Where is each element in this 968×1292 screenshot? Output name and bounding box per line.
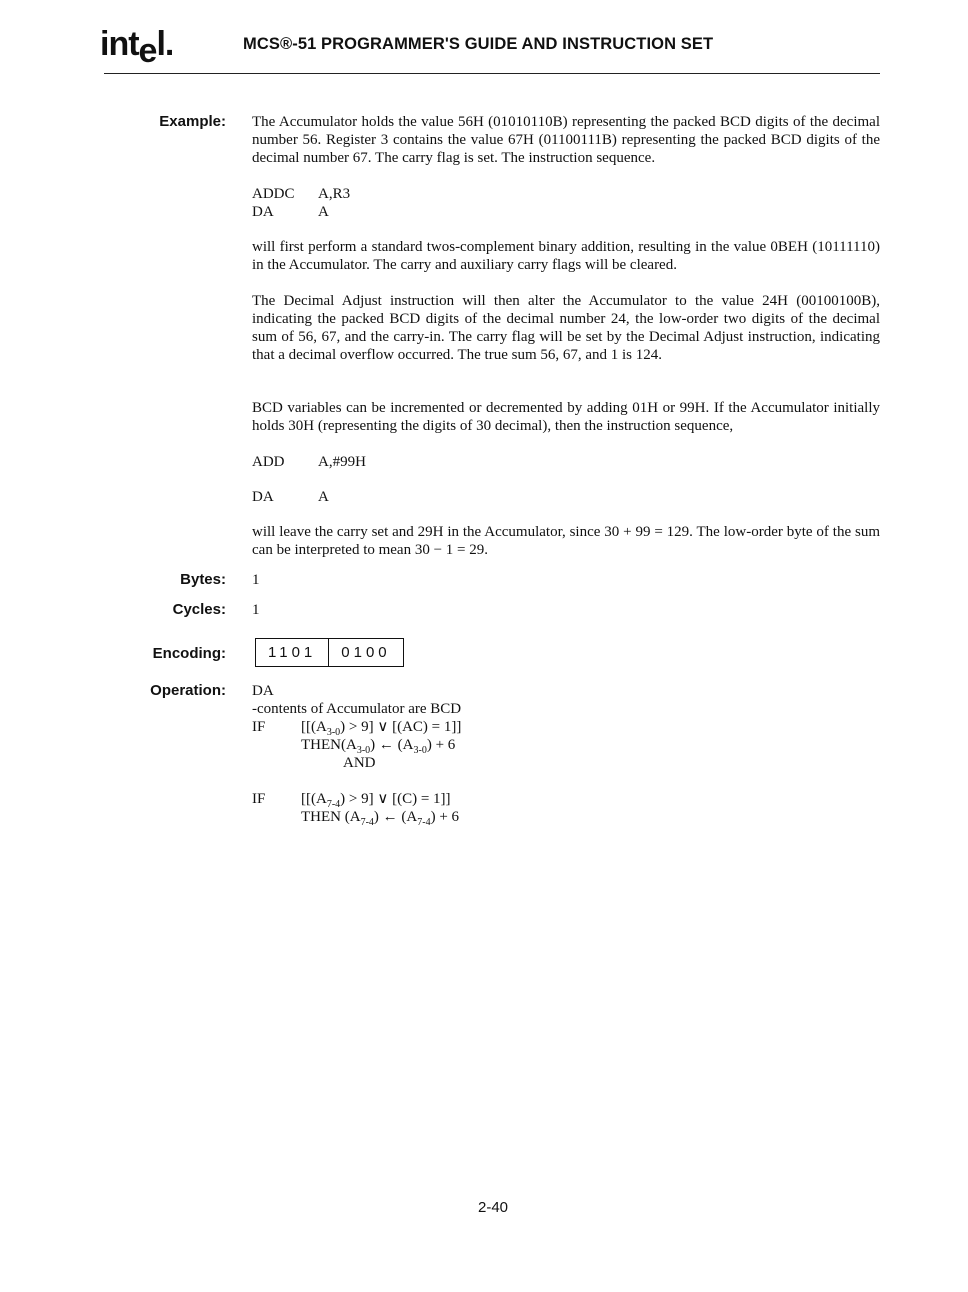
bytes-label: Bytes: — [180, 571, 226, 588]
example-paragraph-1: The Accumulator holds the value 56H (01010110B) representing the packed BCD digits of the decimal number 56. Register 3 contains the value 67H (01100111B) representing the packed BCD digits of the decimal number 67. The carry flag is set. The instruction sequence. — [252, 114, 880, 166]
op-subscript: 7-4 — [360, 817, 374, 828]
cycles-value: 1 — [252, 602, 260, 618]
page-header-title: MCS®-51 PROGRAMMER'S GUIDE AND INSTRUCTION SET — [243, 35, 714, 53]
code-op: ADDC — [252, 186, 295, 202]
bytes-value: 1 — [252, 572, 260, 588]
encoding-nibble-low: 0100 — [328, 639, 402, 666]
example-label: Example: — [159, 113, 226, 130]
logo-part: e — [138, 32, 157, 70]
op-subscript: 3-0 — [413, 745, 427, 756]
code-line — [252, 453, 366, 471]
code-line — [252, 185, 350, 203]
example-paragraph-4: BCD variables can be incremented or decremented by adding 01H or 99H. If the Accumulator initially holds 30H (representing the digits of 30 decimal), then the instruction sequence, — [252, 400, 880, 434]
operation-label: Operation: — [150, 682, 226, 699]
code-op: ADD — [252, 454, 285, 470]
page-number: 2-40 — [478, 1199, 509, 1216]
op-text: ) ← (A — [373, 809, 418, 825]
encoding-label: Encoding: — [152, 645, 226, 662]
logo-part: int — [100, 25, 139, 63]
logo-part: l. — [156, 25, 174, 63]
cycles-label: Cycles: — [172, 601, 226, 618]
example-paragraph-3: The Decimal Adjust instruction will then alter the Accumulator to the value 24H (00100100B), indicating the packed BCD digits of the decimal number 24, the low-order two digits of the decimal sum of 56, 67, and the carry-in. The carry flag will be set by the Decimal Adjust instruction, indicating that a decimal overflow occurred. The true sum 56, 67, and 1 is 124. — [252, 293, 880, 363]
code-op: DA — [252, 204, 274, 220]
op-subscript: 7-4 — [326, 799, 341, 810]
op-subscript: 3-0 — [356, 745, 371, 756]
code-arg: A,#99H — [318, 454, 366, 470]
op-text: THEN(A — [301, 737, 357, 753]
op-text: [[(A — [301, 791, 327, 807]
intel-logo — [100, 25, 174, 70]
operation-then — [301, 808, 459, 832]
code-arg: A,R3 — [318, 186, 351, 202]
op-text: ) > 9] ∨ [(AC) = 1]] — [340, 719, 462, 735]
op-text: THEN (A — [301, 809, 361, 825]
example-paragraph-5: will leave the carry set and 29H in the Accumulator, since 30 + 99 = 129. The low-order byte of the sum can be interpreted to mean 30 − 1 = 29. — [252, 524, 880, 558]
operation-line: -contents of Accumulator are BCD — [252, 701, 462, 717]
example-paragraph-2: will first perform a standard twos-complement binary addition, resulting in the value 0BEH (10111110) in the Accumulator. The carry and auxiliary carry flags will be cleared. — [252, 239, 880, 273]
op-text: ) > 9] ∨ [(C) = 1]] — [340, 791, 451, 807]
op-text: [[(A — [301, 719, 327, 735]
op-text: ) + 6 — [426, 737, 456, 753]
code-arg: A — [318, 204, 329, 220]
header-rule — [104, 73, 880, 74]
encoding-nibble-high: 1101 — [268, 644, 317, 661]
operation-if-keyword: IF — [252, 791, 266, 807]
operation-if-keyword: IF — [252, 719, 266, 735]
op-subscript: 7-4 — [417, 817, 431, 828]
code-line — [252, 488, 329, 506]
code-arg: A — [318, 489, 329, 505]
op-text: ) + 6 — [430, 809, 460, 825]
operation-and: AND — [343, 755, 376, 771]
code-op: DA — [252, 489, 274, 505]
op-text: ) ← (A — [370, 737, 414, 753]
code-line — [252, 203, 329, 221]
encoding-box — [255, 638, 404, 667]
operation-then — [301, 736, 455, 760]
operation-line: DA — [252, 683, 274, 699]
op-subscript: 3-0 — [326, 727, 341, 738]
